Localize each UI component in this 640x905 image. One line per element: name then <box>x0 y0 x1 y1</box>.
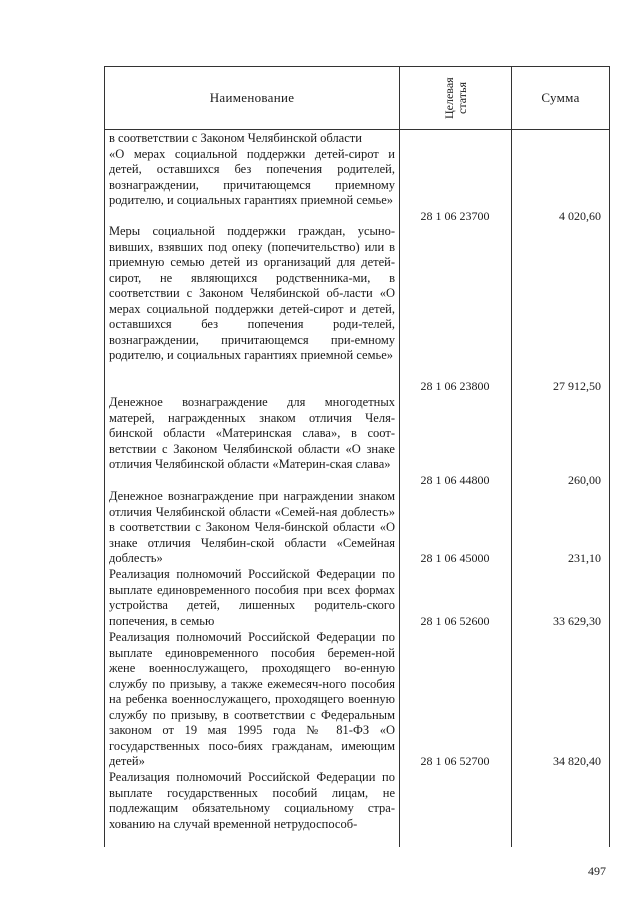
column-divider <box>399 67 400 129</box>
row-code: 28 1 06 52600 <box>420 614 490 628</box>
column-divider <box>511 67 512 129</box>
row-code: 28 1 06 45000 <box>420 551 490 565</box>
row-text: Реализация полномочий Российской Федерации по выплате единовременного пособия при всех формах устройства детей, лишенных родитель-ского попечения, в семью <box>109 567 395 628</box>
budget-table <box>104 66 610 847</box>
row-sum: 231,10 <box>568 551 601 565</box>
row-sum: 4 020,60 <box>559 209 601 223</box>
row-text: Денежное вознаграждение при награждении знаком отличия Челябинской области «Семей-ная доблесть» в соответствии с Законом Челя-бинской области «О знаке отличия Челябин-ской области «Семейная доблесть» <box>109 489 395 565</box>
row-code: 28 1 06 44800 <box>420 473 490 487</box>
row-sum: 27 912,50 <box>553 379 601 393</box>
row-code: 28 1 06 23800 <box>420 379 490 393</box>
table-header <box>105 67 609 130</box>
row-text: Реализация полномочий Российской Федерации по выплате единовременного пособия беремен-ной жене военнослужащего, проходящего во-енную службу по призыву, а также ежемесяч-ного пособия на ребенка военнослужащего, проходящего военную службу по призыву, в соответствии с Федеральным законом от 19 мая 1995 года № 81-ФЗ «О государственных посо-биях гражданам, имеющим детей» <box>109 630 395 768</box>
row-text: Меры социальной поддержки граждан, усыно-вивших, взявших под опеку (попечительство) или в приемную семью детей из организаций для детей-сирот, не являющихся родственника-ми, в соответствии с Законом Челябинской об-ласти «О мерах социальной поддержки детей-сирот и детей, оставшихся без попечения роди-телей, вознаграждении, причитающемся при-емному родителю, и социальных гарантиях приемной семье» <box>109 224 395 362</box>
row-text: в соответствии с Законом Челябинской области «О мерах социальной поддержки детей-сирот и детей, оставшихся без попечения родителей, вознаграждении, причитающемся приемному родителю, и социальных гарантиях приемной семье» <box>109 131 395 207</box>
column-divider <box>399 130 400 847</box>
header-sum: Сумма <box>541 90 580 105</box>
row-sum: 34 820,40 <box>553 754 601 768</box>
row-code: 28 1 06 52700 <box>420 754 490 768</box>
header-code: Целевая статья <box>441 77 469 119</box>
row-code: 28 1 06 23700 <box>420 209 490 223</box>
row-text: Реализация полномочий Российской Федерации по выплате государственных пособий лицам, не подлежащим обязательному социальному стра-хованию на случай временной нетрудоспособ- <box>109 770 395 831</box>
header-name: Наименование <box>209 90 295 105</box>
row-sum: 33 629,30 <box>553 614 601 628</box>
column-divider <box>511 130 512 847</box>
header-code-cell <box>400 67 511 129</box>
table-body <box>105 130 609 847</box>
row-sum: 260,00 <box>568 473 601 487</box>
row-text: Денежное вознаграждение для многодетных матерей, награжденных знаком отличия Челя-бинской области «Материнская слава», в соот-ветствии с Законом Челябинской области «О знаке отличия Челябинской области «Материн-ская слава» <box>109 395 395 471</box>
page-number: 497 <box>588 864 606 878</box>
